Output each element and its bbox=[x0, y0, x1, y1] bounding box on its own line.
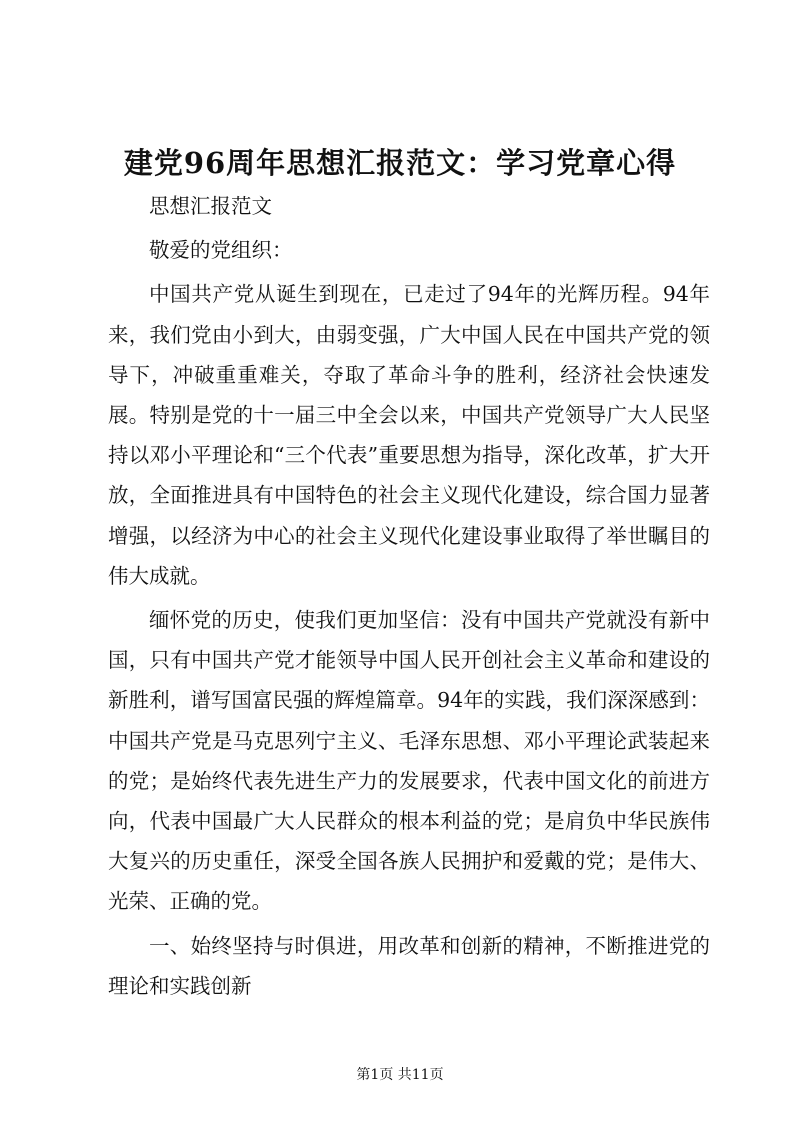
paragraph-salutation: 敬爱的党组织： bbox=[149, 238, 293, 263]
document-body bbox=[108, 186, 710, 1010]
document-title: 建党96周年思想汇报范文：学习党章心得 bbox=[123, 146, 677, 180]
paragraph-remembrance: 缅怀党的历史，使我们更加坚信：没有中国共产党就没有新中国，只有中国共产党才能领导中国人民开创社会主义革命和建设的新胜利，谱写国富民强的辉煌篇章。94年的实践，我们深深感到：中国共产党是马克思列宁主义、毛泽东思想、邓小平理论武装起来的党；是始终代表先进生产力的发展要求，代表中国文化的前进方向，代表中国最广大人民群众的根本利益的党；是肩负中华民族伟大复兴的历史重任，深受全国各族人民拥护和爱戴的党；是伟大、光荣、正确的党。 bbox=[108, 608, 710, 914]
paragraph-section-heading: 一、始终坚持与时俱进，用改革和创新的精神，不断推进党的理论和实践创新 bbox=[108, 933, 710, 998]
paragraph-subtitle: 思想汇报范文 bbox=[149, 194, 272, 218]
paragraph-history: 中国共产党从诞生到现在，已走过了94年的光辉历程。94年来，我们党由小到大，由弱变强，广大中国人民在中国共产党的领导下，冲破重重难关，夺取了革命斗争的胜利，经济社会快速发展。特别是党的十一届三中全会以来，中国共产党领导广大人民坚持以邓小平理论和“三个代表”重要思想为指导，深化改革，扩大开放，全面推进具有中国特色的社会主义现代化建设，综合国力显著增强，以经济为中心的社会主义现代化建设事业取得了举世瞩目的伟大成就。 bbox=[108, 282, 710, 588]
page-number-footer: 第1页 共11页 bbox=[356, 1067, 444, 1083]
